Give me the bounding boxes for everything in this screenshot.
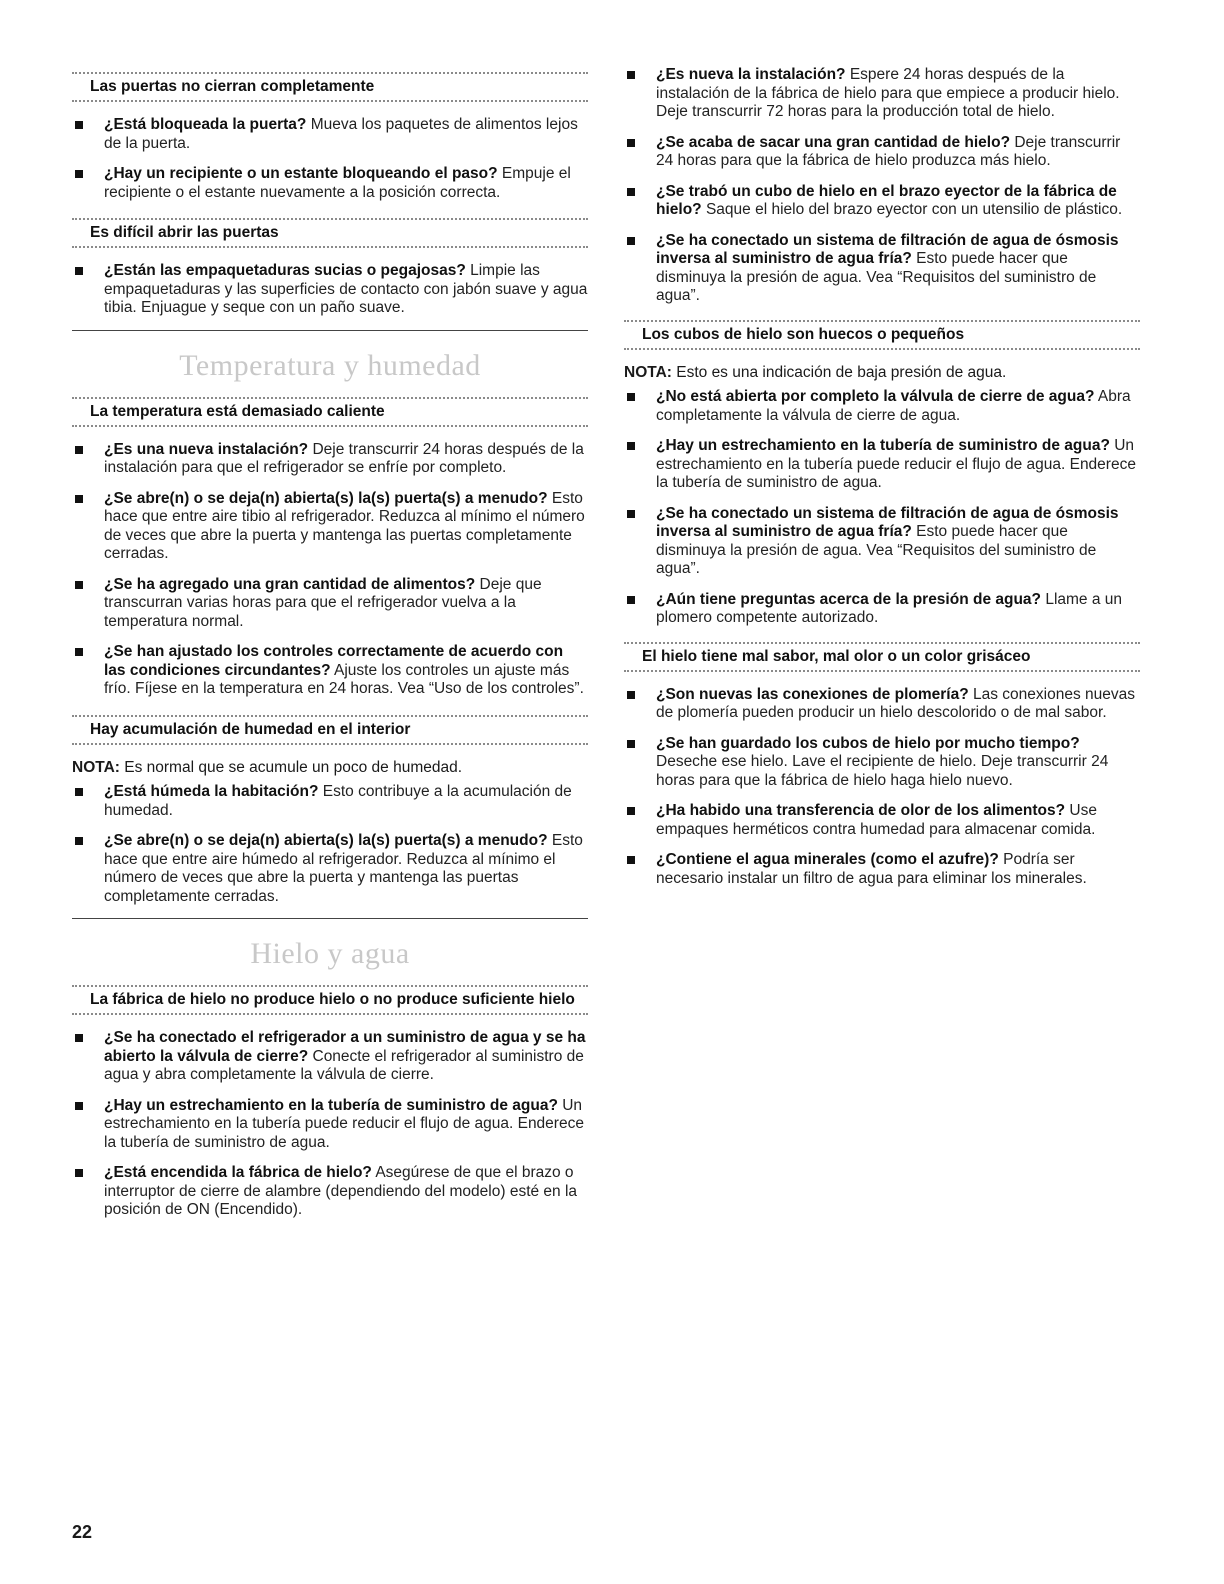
- list-item: ¿Es nueva la instalación? Espere 24 horas después de la instalación de la fábrica de hielo para que empiece a producir hielo. Deje transcurrir 72 horas para la producción total de hielo.: [624, 66, 1140, 122]
- bullet-icon: [627, 807, 635, 815]
- list-item: ¿Se ha conectado el refrigerador a un suministro de agua y se ha abierto la válvula de cierre? Conecte el refrigerador al suministro de agua y abra completamente la válvula de cierre.: [72, 1029, 588, 1085]
- bullet-icon: [75, 170, 83, 178]
- section-header-text: Hay acumulación de humedad en el interior: [90, 720, 411, 738]
- section-divider: [72, 330, 588, 331]
- list-item: ¿Se trabó un cubo de hielo en el brazo eyector de la fábrica de hielo? Saque el hielo del brazo eyector con un utensilio de plástico.: [624, 183, 1140, 220]
- note: NOTA: Esto es una indicación de baja presión de agua.: [624, 363, 1007, 381]
- section-header: [72, 397, 588, 427]
- list-item: ¿Son nuevas las conexiones de plomería? Las conexiones nuevas de plomería pueden producir un hielo descolorido o de mal sabor.: [624, 686, 1140, 723]
- section-header-text: La temperatura está demasiado caliente: [90, 402, 385, 420]
- list-item: ¿Se han ajustado los controles correctamente de acuerdo con las condiciones circundantes? Ajuste los controles un ajuste más frío. Fíjese en la temperatura en 24 horas. Vea “Uso de los controles”.: [72, 643, 588, 699]
- bullet-icon: [627, 237, 635, 245]
- bullet-icon: [627, 393, 635, 401]
- list-item: ¿Hay un recipiente o un estante bloqueando el paso? Empuje el recipiente o el estante nuevamente a la posición correcta.: [72, 165, 588, 202]
- bullet-icon: [75, 788, 83, 796]
- bullet-icon: [75, 648, 83, 656]
- section-header: [624, 320, 1140, 350]
- troubleshooting-list: [624, 66, 1140, 306]
- list-item: ¿Está encendida la fábrica de hielo? Asegúrese de que el brazo o interruptor de cierre de alambre (dependiendo del modelo) esté en la posición de ON (Encendido).: [72, 1164, 588, 1220]
- bullet-icon: [627, 188, 635, 196]
- page-number: 22: [72, 1522, 93, 1542]
- list-item: ¿Ha habido una transferencia de olor de los alimentos? Use empaques herméticos contra humedad para almacenar comida.: [624, 802, 1140, 839]
- list-item: ¿Hay un estrechamiento en la tubería de suministro de agua? Un estrechamiento en la tubería puede reducir el flujo de agua. Enderece la tubería de suministro de agua.: [624, 437, 1140, 493]
- bullet-icon: [75, 446, 83, 454]
- left-column: [72, 66, 588, 1232]
- bullet-icon: [75, 495, 83, 503]
- bullet-icon: [75, 1102, 83, 1110]
- bullet-icon: [627, 139, 635, 147]
- section-header: [72, 72, 588, 102]
- list-item: ¿Se ha conectado un sistema de filtración de agua de ósmosis inversa al suministro de agua fría? Esto puede hacer que disminuya la presión de agua. Vea “Requisitos del suministro de agua”.: [624, 505, 1140, 579]
- bullet-icon: [75, 1034, 83, 1042]
- bullet-icon: [627, 691, 635, 699]
- list-item: ¿Está bloqueada la puerta? Mueva los paquetes de alimentos lejos de la puerta.: [72, 116, 588, 153]
- list-item: ¿Están las empaquetaduras sucias o pegajosas? Limpie las empaquetaduras y las superficies de contacto con jabón suave y agua tibia. Enjuague y seque con un paño suave.: [72, 262, 588, 318]
- list-item: ¿Se acaba de sacar una gran cantidad de hielo? Deje transcurrir 24 horas para que la fábrica de hielo produzca más hielo.: [624, 134, 1140, 171]
- section-header: [72, 985, 588, 1015]
- list-item: ¿Se han guardado los cubos de hielo por mucho tiempo? Deseche ese hielo. Lave el recipiente de hielo. Deje transcurrir 24 horas para que la fábrica de hielo haga hielo nuevo.: [624, 735, 1140, 791]
- bullet-icon: [75, 837, 83, 845]
- troubleshooting-list: [72, 262, 588, 318]
- bullet-icon: [75, 267, 83, 275]
- section-header: [624, 642, 1140, 672]
- section-header-text: Las puertas no cierran completamente: [90, 78, 375, 95]
- list-item: ¿Es una nueva instalación? Deje transcurrir 24 horas después de la instalación para que el refrigerador se enfríe por completo.: [72, 441, 588, 478]
- troubleshooting-list: [72, 1029, 588, 1220]
- list-item: ¿Contiene el agua minerales (como el azufre)? Podría ser necesario instalar un filtro de agua para eliminar los minerales.: [624, 851, 1140, 888]
- list-item: ¿Hay un estrechamiento en la tubería de suministro de agua? Un estrechamiento en la tubería puede reducir el flujo de agua. Enderece la tubería de suministro de agua.: [72, 1097, 588, 1153]
- troubleshooting-list: [72, 116, 588, 202]
- section-title: Temperatura y humedad: [179, 348, 481, 382]
- troubleshooting-list: [624, 388, 1140, 628]
- bullet-icon: [627, 510, 635, 518]
- note: NOTA: Es normal que se acumule un poco de humedad.: [72, 758, 463, 776]
- bullet-icon: [627, 442, 635, 450]
- section-divider: [72, 918, 588, 919]
- section-header-text: El hielo tiene mal sabor, mal olor o un color grisáceo: [642, 647, 1031, 665]
- bullet-icon: [627, 740, 635, 748]
- bullet-icon: [75, 121, 83, 129]
- list-item: ¿Se abre(n) o se deja(n) abierta(s) la(s) puerta(s) a menudo? Esto hace que entre aire tibio al refrigerador. Reduzca al mínimo el número de veces que abre la puerta y mantenga las puertas completamente cerradas.: [72, 490, 588, 564]
- section-header-text: La fábrica de hielo no produce hielo o no produce suficiente hielo: [90, 991, 575, 1008]
- section-header: [72, 715, 588, 745]
- section-title: Hielo y agua: [250, 937, 410, 970]
- troubleshooting-list: [624, 686, 1140, 889]
- list-item: ¿Se ha agregado una gran cantidad de alimentos? Deje que transcurran varias horas para que el refrigerador vuelva a la temperatura normal.: [72, 576, 588, 632]
- bullet-icon: [627, 856, 635, 864]
- bullet-icon: [75, 581, 83, 589]
- section-header-text: Es difícil abrir las puertas: [90, 224, 279, 241]
- section-header-text: Los cubos de hielo son huecos o pequeños: [642, 325, 965, 343]
- bullet-icon: [627, 71, 635, 79]
- section-header: [72, 218, 588, 248]
- bullet-icon: [627, 596, 635, 604]
- list-item: ¿Está húmeda la habitación? Esto contribuye a la acumulación de humedad.: [72, 783, 588, 820]
- list-item: ¿No está abierta por completo la válvula de cierre de agua? Abra completamente la válvula de cierre de agua.: [624, 388, 1140, 425]
- troubleshooting-list: [72, 441, 588, 699]
- list-item: ¿Aún tiene preguntas acerca de la presión de agua? Llame a un plomero competente autorizado.: [624, 591, 1140, 628]
- right-column: [624, 66, 1140, 900]
- list-item: ¿Se ha conectado un sistema de filtración de agua de ósmosis inversa al suministro de agua fría? Esto puede hacer que disminuya la presión de agua. Vea “Requisitos del suministro de agua”.: [624, 232, 1140, 306]
- bullet-icon: [75, 1169, 83, 1177]
- troubleshooting-list: [72, 783, 588, 906]
- list-item: ¿Se abre(n) o se deja(n) abierta(s) la(s) puerta(s) a menudo? Esto hace que entre aire húmedo al refrigerador. Reduzca al mínimo el número de veces que abre la puerta y mantenga las puertas completamente cerradas.: [72, 832, 588, 906]
